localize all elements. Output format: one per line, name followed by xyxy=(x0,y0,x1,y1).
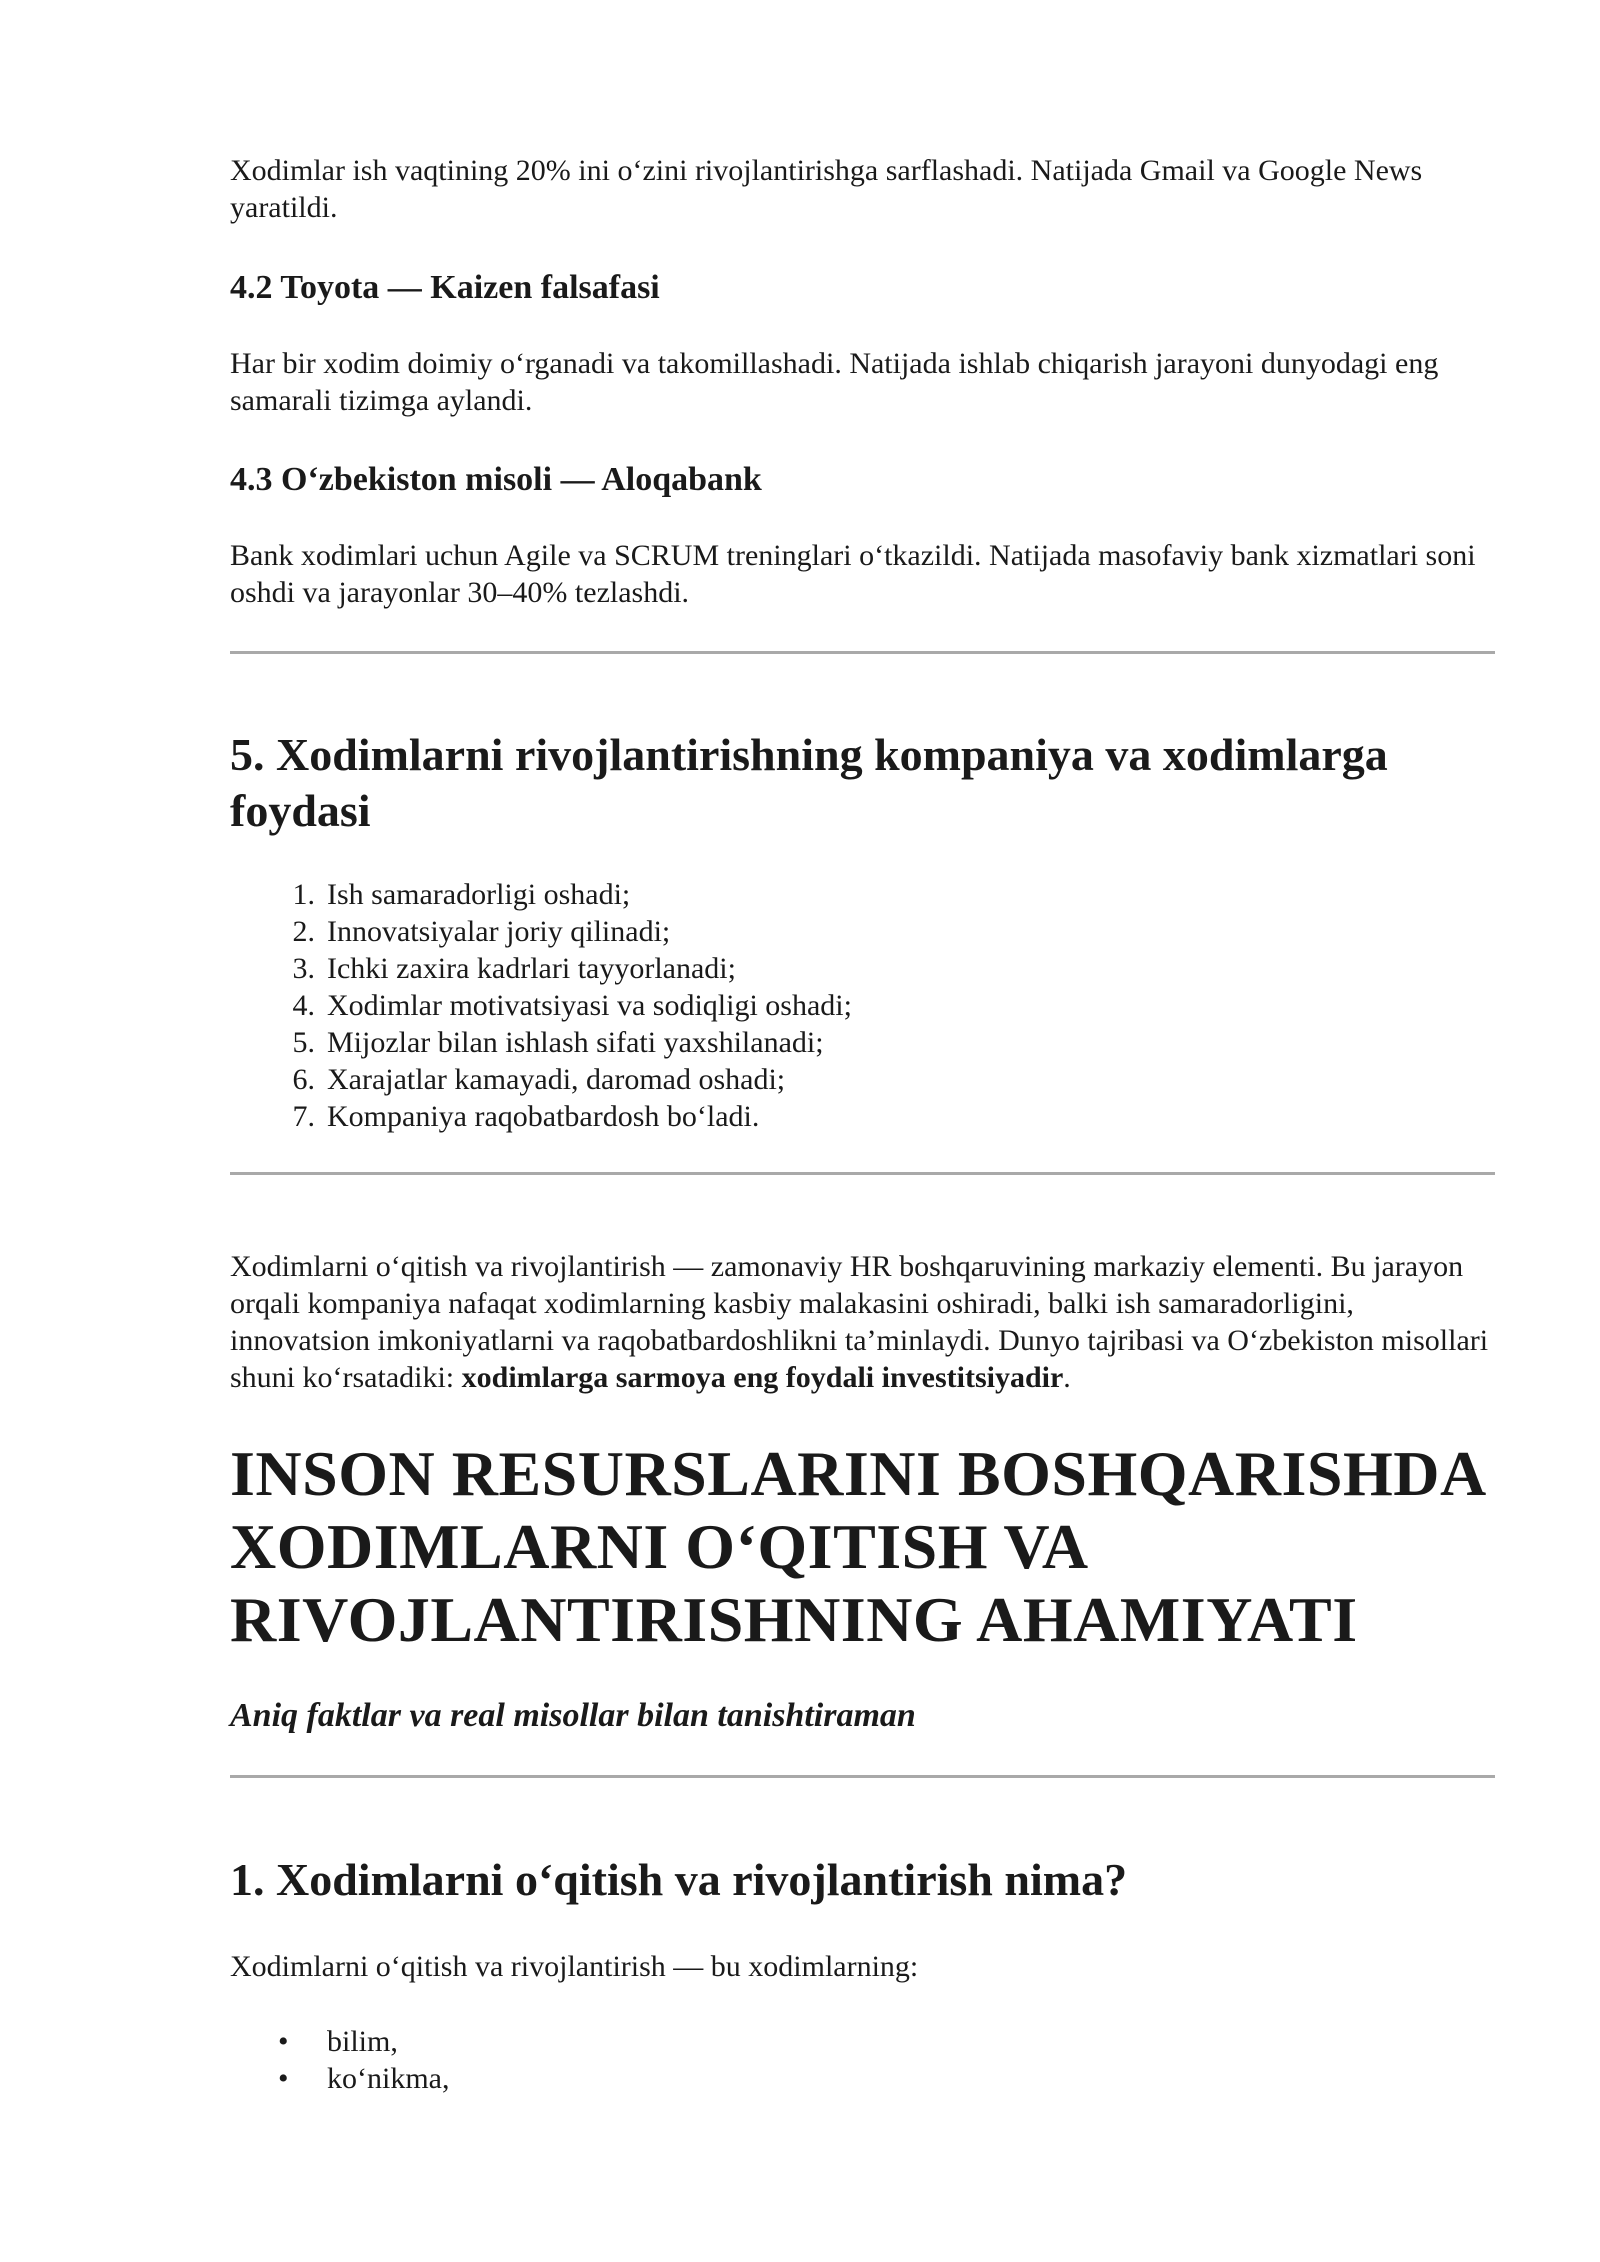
benefits-list xyxy=(230,876,1495,1135)
intro-paragraph: Xodimlar ish vaqtining 20% ini o‘zini rivojlantirishga sarflashadi. Natijada Gmail va Google News yaratildi. xyxy=(230,154,1423,224)
section1-heading: 1. Xodimlarni o‘qitish va rivojlantirish nima? xyxy=(230,1854,1128,1905)
list-item: 5. Mijozlar bilan ishlash sifati yaxshilanadi; xyxy=(292,1026,824,1059)
section5-heading: 5. Xodimlarni rivojlantirishning kompaniya va xodimlarga foydasi xyxy=(230,729,1388,836)
list-item: 1. Ish samaradorligi oshadi; xyxy=(292,878,631,911)
conclusion-paragraph: Xodimlarni o‘qitish va rivojlantirish — zamonaviy HR boshqaruvining markaziy elementi. Bu jarayon orqali kompaniya nafaqat xodimlarning kasbiy malakasini oshiradi, balki ish samaradorligini, innovatsion imkoniyatlarni va raqobatbardoshlikni ta’minlaydi. Dunyo tajribasi va O‘zbekiston misollari shuni ko‘rsatadiki: xodimlarga sarmoya eng foydali investitsiyadir. xyxy=(230,1250,1489,1394)
section1-intro: Xodimlarni o‘qitish va rivojlantirish — bu xodimlarning: xyxy=(230,1950,919,1983)
skills-list xyxy=(230,2023,1495,2097)
toyota-heading: 4.2 Toyota — Kaizen falsafasi xyxy=(230,269,660,306)
divider xyxy=(230,1775,1495,1778)
toyota-paragraph: Har bir xodim doimiy o‘rganadi va takomillashadi. Natijada ishlab chiqarish jarayoni dunyodagi eng samarali tizimga aylandi. xyxy=(230,347,1439,417)
list-item: 6. Xarajatlar kamayadi, daromad oshadi; xyxy=(292,1063,786,1096)
aloqabank-paragraph: Bank xodimlari uchun Agile va SCRUM treninglari o‘tkazildi. Natijada masofaviy bank xizmatlari soni oshdi va jarayonlar 30–40% tezlashdi. xyxy=(230,539,1476,609)
divider xyxy=(230,651,1495,654)
list-item: 4. Xodimlar motivatsiyasi va sodiqligi oshadi; xyxy=(292,989,852,1022)
list-item: 3. Ichki zaxira kadrlari tayyorlanadi; xyxy=(292,952,736,985)
document-subtitle: Aniq faktlar va real misollar bilan tanishtiraman xyxy=(230,1697,916,1734)
list-item: 7. Kompaniya raqobatbardosh bo‘ladi. xyxy=(292,1100,760,1133)
list-item: 2. Innovatsiyalar joriy qilinadi; xyxy=(292,915,671,948)
divider xyxy=(230,1172,1495,1175)
list-item: • bilim, xyxy=(278,2025,398,2058)
document-title: INSON RESURSLARINI BOSHQARISHDA XODIMLARNI O‘QITISH VA RIVOJLANTIRISHNING AHAMIYATI xyxy=(230,1438,1484,1655)
list-item: • ko‘nikma, xyxy=(278,2062,450,2095)
aloqabank-heading: 4.3 O‘zbekiston misoli — Aloqabank xyxy=(230,461,762,498)
conclusion-emphasis: xodimlarga sarmoya eng foydali investitsiyadir xyxy=(461,1361,1064,1394)
